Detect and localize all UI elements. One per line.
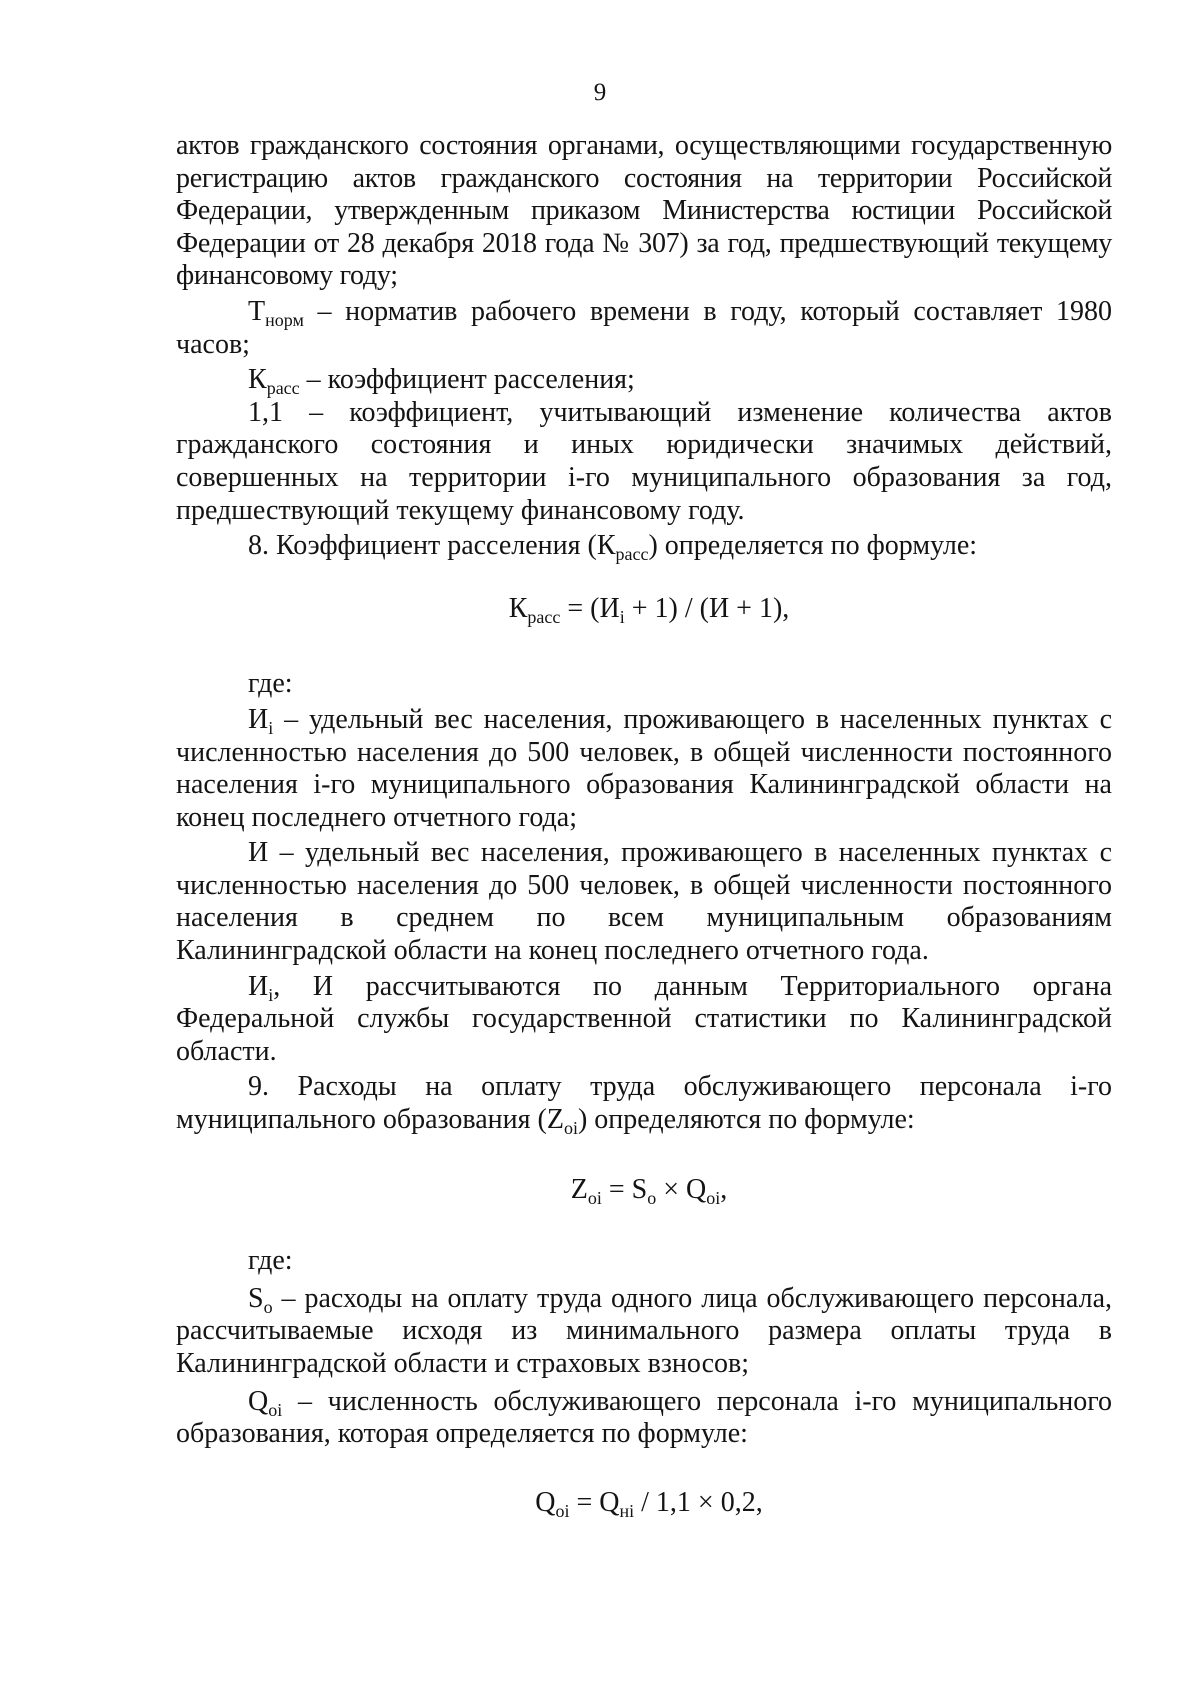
formula-zoi-lhs-sub: oi (587, 1187, 602, 1208)
so-symbol: S (248, 1282, 264, 1314)
paragraph-krass (176, 364, 1112, 397)
so-definition: – расходы на оплату труда одного лица обслуживающего персонала, рассчитываемые исходя из минимального размера оплаты труда в Калининградской области и страховых взносов; (176, 1282, 1112, 1379)
paragraph-so-definition (176, 1283, 1112, 1381)
formula-krass-end: + 1) / (И + 1), (624, 592, 790, 624)
paragraph-qoi-definition (176, 1386, 1112, 1451)
qoi-symbol: Q (248, 1385, 269, 1417)
krass-symbol: К (248, 364, 267, 396)
tnorm-symbol: Т (248, 295, 266, 327)
tnorm-definition: – норматив рабочего времени в году, который составляет 1980 часов; (176, 295, 1112, 360)
section-9-text-end: ) определяются по формуле: (577, 1104, 915, 1136)
where-label-1: где: (248, 668, 293, 700)
where-label-2: где: (248, 1245, 293, 1277)
formula-zoi-mid: = S (601, 1173, 648, 1205)
formula-zoi-end: , (720, 1173, 728, 1205)
paragraph-coefficient-1-1: 1,1 – коэффициент, учитывающий изменение количества актов гражданского состояния и иных юридически значимых действий, совершенных на территории i-го муниципального образования за год, предшествующий текущему финансовому году. (176, 396, 1112, 526)
ii-subscript: i (268, 717, 274, 738)
krass-subscript: расс (266, 378, 300, 399)
formula-zoi-mid-sub: o (647, 1187, 657, 1208)
formula-krass-mid: = (И (560, 592, 620, 624)
qoi-definition: – численность обслуживающего персонала i-го муниципального образования, которая определяется по формуле: (176, 1385, 1112, 1450)
formula-qoi-mid-sub: нi (619, 1500, 635, 1521)
paragraph-calculation-source (176, 971, 1112, 1069)
section-8-text-end: ) определяется по формуле: (648, 530, 978, 562)
ii-symbol: И (248, 703, 269, 735)
section-8-subscript: расс (615, 544, 649, 565)
qoi-subscript: oi (268, 1399, 283, 1420)
formula-zoi-lhs: Z (570, 1173, 588, 1205)
calc-subscript: i (268, 984, 274, 1005)
formula-qoi-lhs-sub: oi (555, 1500, 570, 1521)
paragraph-continuation: актов гражданского состояния органами, осуществляющими государственную регистрацию актов гражданского состояния на территории Российской Федерации, утвержденным приказом Министерства юстиции Российской Федерации от 28 декабря 2018 года № 307) за год, предшествующий текущему финансовому году; (176, 130, 1112, 292)
tnorm-subscript: норм (265, 309, 304, 330)
formula-zoi-times-sub: oi (706, 1187, 721, 1208)
calc-symbol: И (248, 970, 269, 1002)
formula-qoi (176, 1487, 1112, 1520)
paragraph-section-9 (176, 1071, 1112, 1139)
formula-qoi-end: / 1,1 × 0,2, (634, 1486, 763, 1518)
formula-krass-lhs: К (508, 592, 528, 624)
paragraph-section-8 (176, 530, 1112, 563)
so-subscript: o (263, 1296, 273, 1317)
paragraph-ii-definition (176, 704, 1112, 834)
section-9-text-start: 9. Расходы на оплату труда обслуживающего персонала i-го муниципального образования (Z (176, 1071, 1112, 1136)
document-body (176, 130, 1112, 1519)
formula-krass-mid-sub: i (619, 606, 625, 627)
formula-krass (176, 593, 1112, 626)
formula-zoi (176, 1174, 1112, 1207)
ii-definition: – удельный вес населения, проживающего в населенных пунктах с численностью населения до 500 человек, в общей численности постоянного населения i-го муниципального образования Калининградской области на конец последнего отчетного года; (176, 703, 1112, 833)
calc-text: , И рассчитываются по данным Территориального органа Федеральной службы государственной статистики по Калининградской области. (176, 970, 1112, 1067)
section-8-text-start: 8. Коэффициент расселения (К (248, 530, 616, 562)
formula-krass-lhs-sub: расс (527, 606, 561, 627)
formula-qoi-lhs: Q (535, 1486, 556, 1518)
section-9-subscript: oi (563, 1118, 578, 1139)
krass-definition: – коэффициент расселения; (299, 364, 635, 396)
formula-zoi-times: × Q (656, 1173, 707, 1205)
formula-qoi-mid: = Q (569, 1486, 620, 1518)
paragraph-i-definition: И – удельный вес населения, проживающего в населенных пунктах с численностью населения до 500 человек, в общей численности постоянного населения в среднем по всем муниципальным образованиям Калининградской области на конец последнего отчетного года. (176, 837, 1112, 967)
page-number: 9 (593, 79, 607, 106)
paragraph-tnorm (176, 296, 1112, 361)
